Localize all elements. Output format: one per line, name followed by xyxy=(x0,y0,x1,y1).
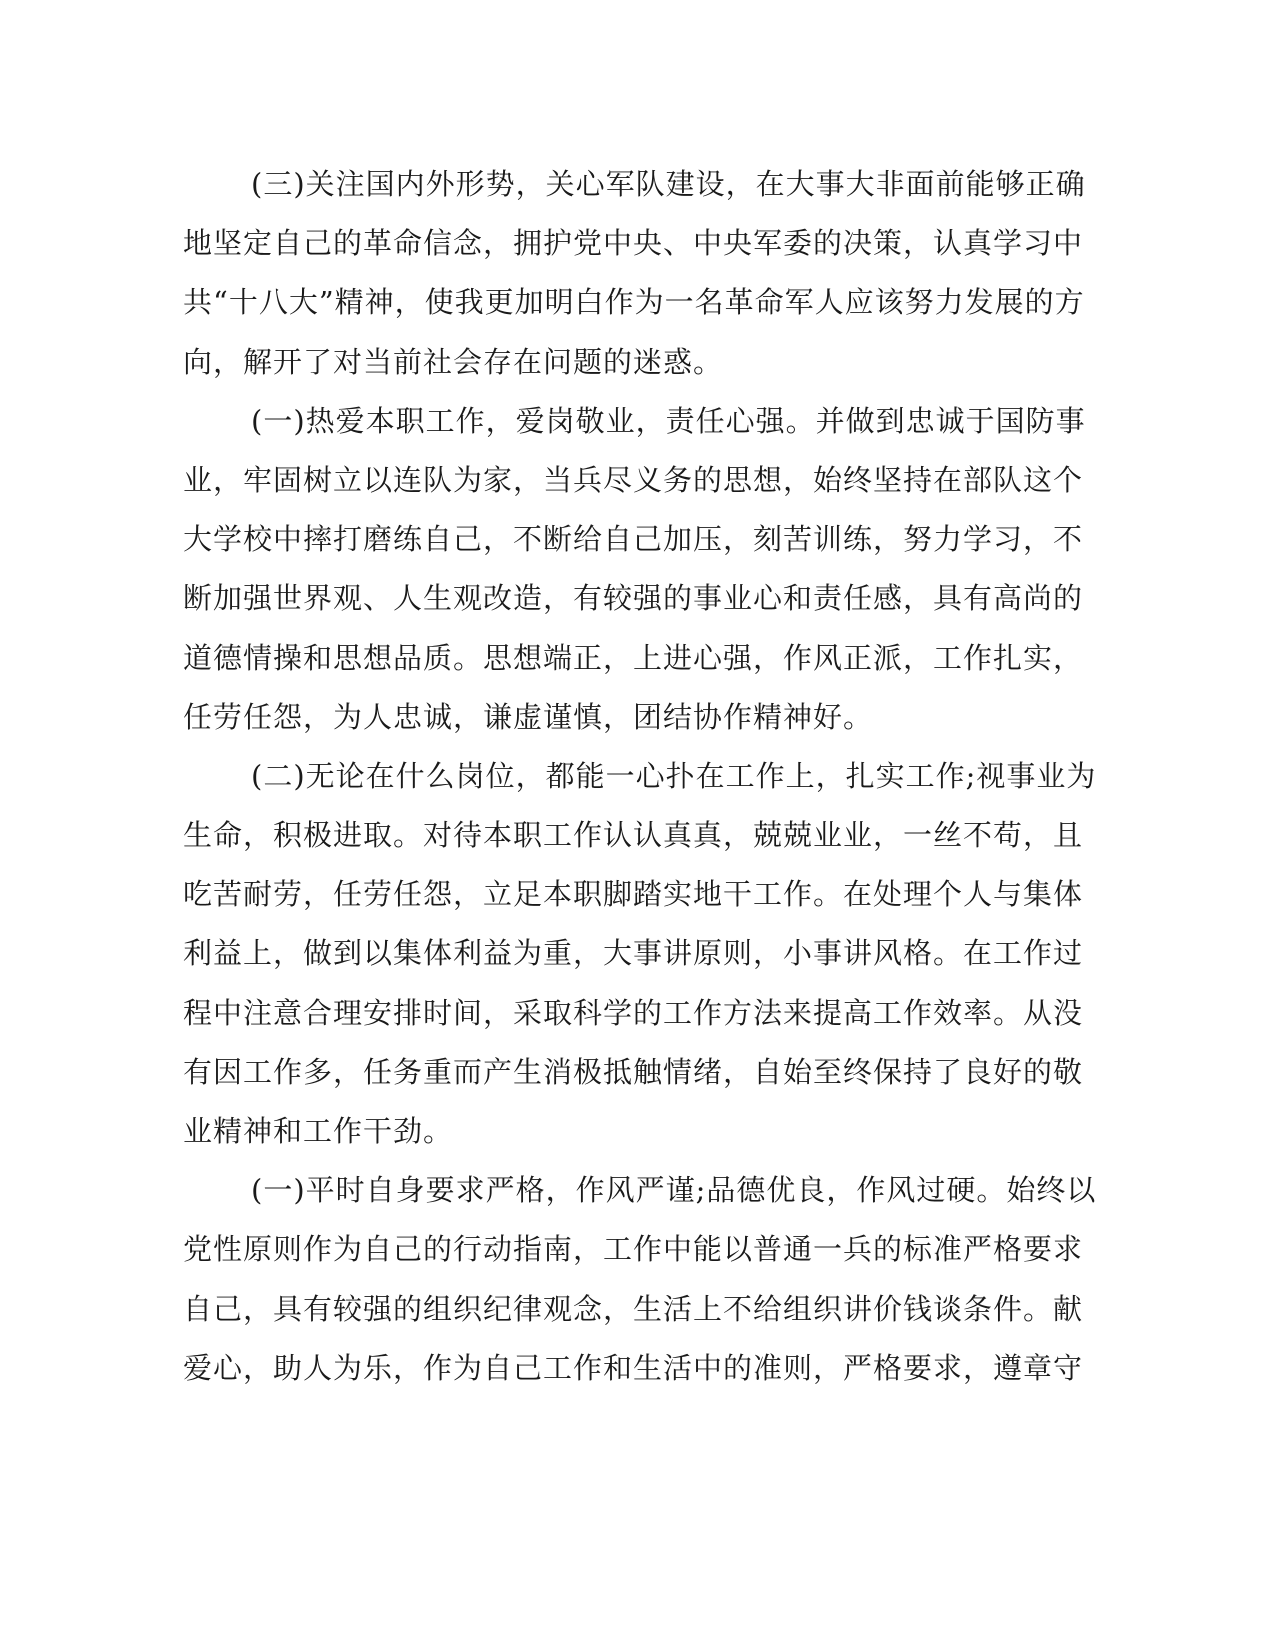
text-line: 共“十八大”精神，使我更加明白作为一名革命军人应该努力发展的方 xyxy=(183,285,1085,320)
text-line: 大学校中摔打磨练自己，不断给自己加压，刻苦训练，努力学习，不 xyxy=(183,522,1084,557)
paragraph-love-of-work xyxy=(183,392,1086,747)
paragraph-self-discipline xyxy=(183,1161,1097,1398)
text-line: 道德情操和思想品质。思想端正，上进心强，作风正派，工作扎实， xyxy=(183,640,1084,675)
text-line: 生命，积极进取。对待本职工作认认真真，兢兢业业，一丝不苟，且 xyxy=(183,818,1084,853)
text-line: 业，牢固树立以连队为家，当兵尽义务的思想，始终坚持在部队这个 xyxy=(183,462,1084,497)
text-line: 程中注意合理安排时间，采取科学的工作方法来提高工作效率。从没 xyxy=(183,995,1084,1030)
text-line: 断加强世界观、人生观改造，有较强的事业心和责任感，具有高尚的 xyxy=(183,581,1084,616)
paragraph-situation-awareness xyxy=(183,155,1086,392)
text-line: (二)无论在什么岗位，都能一心扑在工作上，扎实工作;视事业为 xyxy=(251,758,1097,793)
text-line: 有因工作多，任务重而产生消极抵触情绪，自始至终保持了良好的敬 xyxy=(183,1054,1084,1089)
text-line: 爱心，助人为乐，作为自己工作和生活中的准则，严格要求，遵章守 xyxy=(183,1350,1084,1385)
text-line: 业精神和工作干劲。 xyxy=(183,1114,454,1148)
text-line: 向，解开了对当前社会存在问题的迷惑。 xyxy=(183,344,724,379)
text-line: (一)平时自身要求严格，作风严谨;品德优良，作风过硬。始终以 xyxy=(251,1173,1097,1208)
paragraph-dedication xyxy=(183,747,1097,1161)
text-line: (一)热爱本职工作，爱岗敬业，责任心强。并做到忠诚于国防事 xyxy=(251,403,1086,438)
text-line: (三)关注国内外形势，关心军队建设，在大事大非面前能够正确 xyxy=(251,167,1086,201)
text-line: 吃苦耐劳，任劳任怨，立足本职脚踏实地干工作。在处理个人与集体 xyxy=(183,877,1084,912)
text-line: 党性原则作为自己的行动指南，工作中能以普通一兵的标准严格要求 xyxy=(183,1232,1084,1267)
text-line: 利益上，做到以集体利益为重，大事讲原则，小事讲风格。在工作过 xyxy=(183,936,1084,971)
text-line: 任劳任怨，为人忠诚，谦虚谨慎，团结协作精神好。 xyxy=(183,699,874,734)
document-body xyxy=(183,155,1097,1398)
text-line: 自己，具有较强的组织纪律观念，生活上不给组织讲价钱谈条件。献 xyxy=(183,1291,1084,1326)
text-line: 地坚定自己的革命信念，拥护党中央、中央军委的决策，认真学习中 xyxy=(183,226,1084,261)
